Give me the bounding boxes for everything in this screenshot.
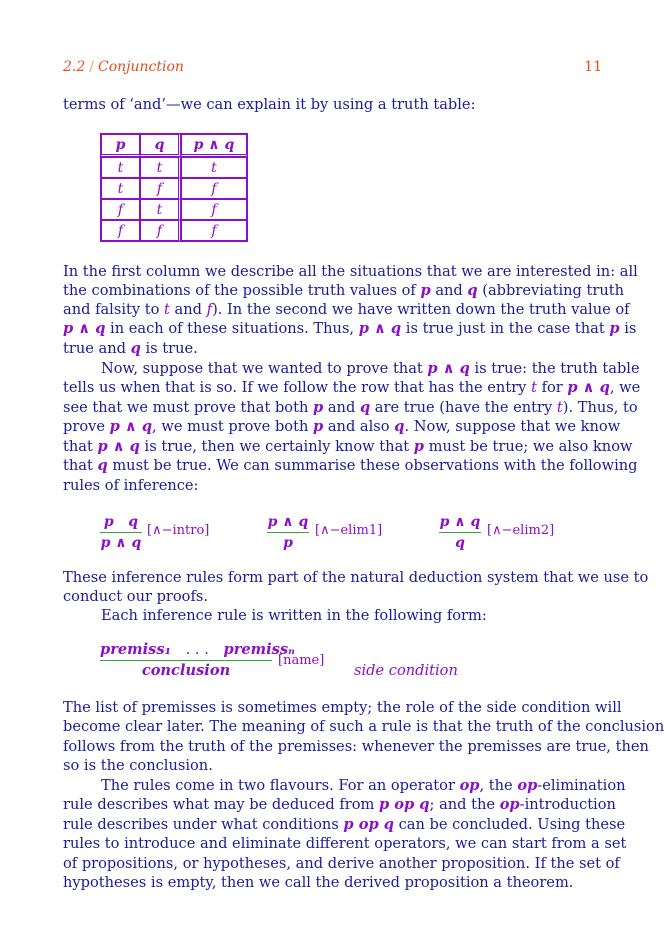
math-variable: p [609,320,620,337]
math-formula: p ∧ q [427,360,470,377]
math-formula: p op q [379,796,430,813]
paragraph-line [63,339,603,358]
math-operator: op [459,777,480,794]
table-cell: f [101,199,140,220]
rule-conclusion: p [283,535,293,551]
table-cell: f [140,178,181,199]
text-run: the combinations of the possible truth values of [63,282,421,299]
text-run: is true. [140,340,198,357]
paragraph-line: rules to introduce and eliminate different operators, we can start from a set [63,835,627,852]
paragraph-line [63,319,637,338]
text-run: rule describes under what conditions [63,816,344,833]
table-header: p ∧ q [181,134,247,157]
premiss-first: premiss₁ [100,641,171,658]
table-row [101,199,247,220]
math-variable: t [556,399,563,416]
rule-bar [439,532,481,533]
text-run: for [536,379,568,396]
math-formula: p op q [343,816,394,833]
rule-name: [∧−elim2] [487,523,555,538]
general-conclusion: conclusion [141,662,231,679]
paragraph-line: The list of premisses is sometimes empty; the role of the side condition will [63,699,622,716]
table-cell: f [181,178,247,199]
paragraph-line [63,378,641,397]
paragraph-line [101,776,626,795]
table-cell: t [140,157,181,178]
truth-table [100,133,248,242]
text-run: and [430,282,468,299]
premiss-last: premissₙ [223,641,295,658]
rule-conclusion: p ∧ q [100,535,142,551]
text-run: true and [63,340,131,357]
text-run: and falsity to [63,301,165,318]
paragraph-line: Each inference rule is written in the following form: [101,607,487,624]
table-row [101,220,247,241]
text-run: tells us when that is so. If we follow the row that has the entry [63,379,532,396]
paragraph-line: hypotheses is empty, then we call the derived proposition a theorem. [63,874,574,891]
paragraph-line [101,359,640,378]
rule-name: [∧−elim1] [315,523,383,538]
text-run: in each of these situations. Thus, [105,320,359,337]
section-title: Conjunction [97,59,184,75]
math-variable: q [467,282,478,299]
text-run: is true, then we certainly know that [139,438,414,455]
table-row [101,157,247,178]
math-operator: op [499,796,520,813]
intro-line: terms of ‘and’—we can explain it by using a truth table: [63,96,476,113]
text-run: prove [63,418,110,435]
text-run: . Now, suppose that we know [404,418,621,435]
paragraph-line: so is the conclusion. [63,757,213,774]
paragraph-line [63,281,624,300]
text-run: ). Thus, to [562,399,638,416]
text-run: In the first column we describe all the situations that we are interested in: all [63,263,638,280]
math-variable: q [394,418,405,435]
text-run: is true: the truth table [469,360,640,377]
text-run: and also [323,418,395,435]
text-run: that [63,457,98,474]
text-run: is true just in the case that [401,320,610,337]
text-run: rule describes what may be deduced from [63,796,379,813]
table-cell: t [140,199,181,220]
paragraph-line [63,417,621,436]
text-run: and [169,301,207,318]
text-run: , the [479,777,518,794]
table-header: q [140,134,181,157]
rule-bar [267,532,309,533]
paragraph-line: of propositions, or hypotheses, and derive another proposition. If the set of [63,855,620,872]
text-run: can be concluded. Using these [393,816,626,833]
text-run: rules of inference: [63,477,199,494]
running-header: 2.2 / Conjunction [63,59,184,75]
table-cell: t [181,157,247,178]
text-run: see that we must prove that both [63,399,313,416]
paragraph-line: These inference rules form part of the natural deduction system that we use to [63,569,649,586]
math-variable: q [359,399,371,416]
math-variable: p [413,438,424,455]
text-run: , we [609,379,641,396]
math-formula: p ∧ q [109,418,153,435]
math-formula: p ∧ q [97,438,140,455]
text-run: The rules come in two flavours. For an operator [101,777,460,794]
table-cell: f [181,220,247,241]
math-formula: p ∧ q [567,379,610,396]
rule-conclusion: q [455,535,465,551]
premiss-dots: . . . [185,641,209,658]
math-variable: q [97,457,108,474]
table-cell: f [140,220,181,241]
text-run: that [63,438,98,455]
paragraph-line: become clear later. The meaning of such a rule is that the truth of the conclusion [63,718,665,735]
math-formula: p ∧ q [358,320,402,337]
general-rule-premisses [100,641,295,658]
paragraph-line: follows from the truth of the premisses: whenever the premisses are true, then [63,738,649,755]
math-variable: p [312,418,324,435]
text-run: ). In the second we have written down the truth value of [212,301,630,318]
rule-premise: p ∧ q [439,514,481,530]
rule-bar [100,532,142,533]
table-cell: t [101,157,140,178]
table-row [101,178,247,199]
math-variable: p [313,399,324,416]
text-run: ; and the [429,796,500,813]
text-run: (abbreviating truth [477,282,624,299]
text-run: -introduction [519,796,616,813]
text-run: and [323,399,360,416]
math-variable: f [206,301,213,318]
rule-premise: p q [103,514,139,530]
page-number: 11 [584,59,602,75]
text-run: -elimination [537,777,626,794]
paragraph-line [63,795,616,814]
rule-name: [∧−intro] [147,523,210,538]
math-formula: p ∧ q [63,320,106,337]
math-variable: q [130,340,141,357]
table-cell: f [181,199,247,220]
section-number: 2.2 [63,59,86,75]
table-header: p [101,134,140,157]
paragraph-line [63,815,626,834]
text-run: are true (have the entry [370,399,557,416]
math-variable: t [164,301,170,318]
paragraph-line [63,476,603,495]
rule-bar [100,660,272,661]
paragraph-line [63,398,638,417]
math-variable: p [420,282,431,299]
general-rule-name: [name] [278,653,325,668]
rule-premise: p ∧ q [267,514,309,530]
paragraph-line: conduct our proofs. [63,588,208,605]
math-variable: t [531,379,537,396]
text-run: is [619,320,637,337]
paragraph-line [63,437,633,456]
paragraph-line [63,262,638,281]
side-condition: side condition [354,662,458,679]
math-operator: op [517,777,538,794]
table-cell: t [101,178,140,199]
table-cell: f [101,220,140,241]
paragraph-line [63,300,630,319]
paragraph-line [63,456,638,475]
text-run: must be true. We can summarise these observations with the following [107,457,638,474]
text-run: , we must prove both [152,418,313,435]
text-run: Now, suppose that we wanted to prove that [101,360,428,377]
text-run: must be true; we also know [424,438,633,455]
